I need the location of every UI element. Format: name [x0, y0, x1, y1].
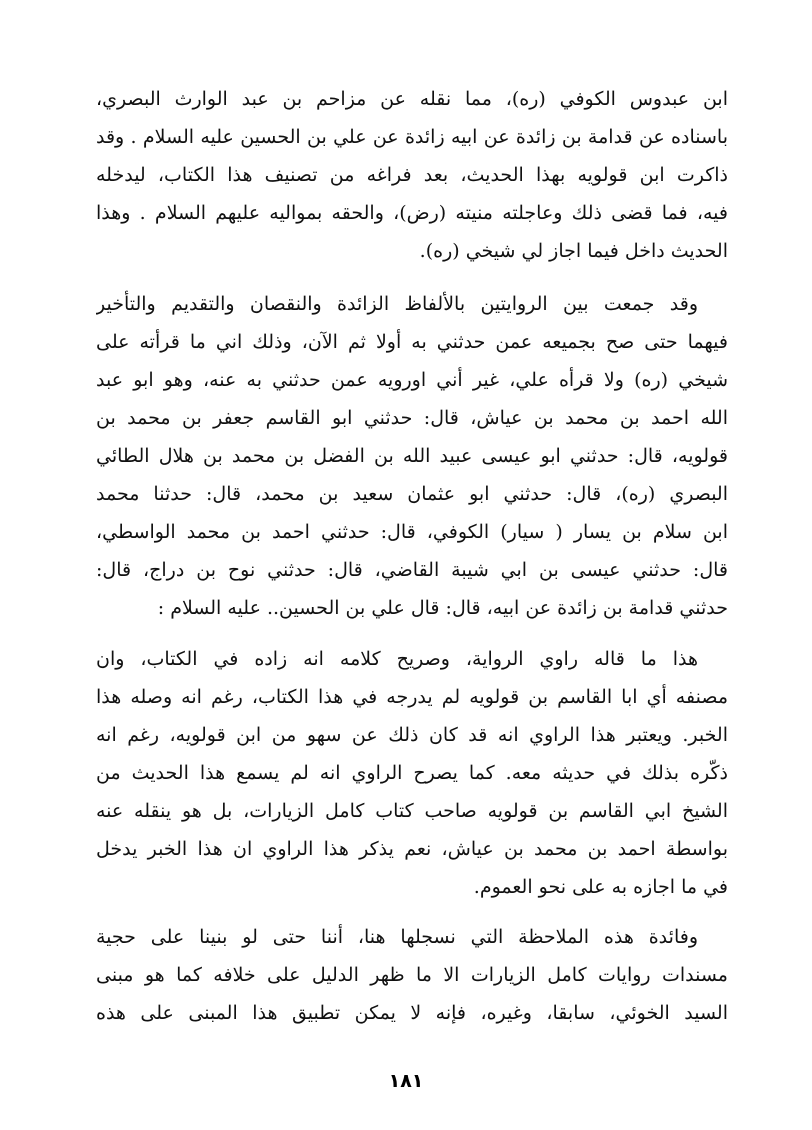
paragraph-line: وقد جمعت بين الروايتين بالألفاظ الزائدة والنقصان والتقديم والتأخير [96, 293, 698, 315]
paragraph-1 [96, 80, 728, 270]
paragraph-4 [96, 918, 728, 1032]
paragraph-line: السيد الخوئي، سابقا، وغيره، فإنه لا يمكن تطبيق هذا المبنى على هذه [96, 1002, 728, 1024]
paragraph-line: مسندات روايات كامل الزيارات الا ما ظهر الدليل على خلافه كما هو مبنى [96, 964, 728, 986]
paragraph-line: باسناده عن قدامة بن زائدة عن ابيه زائدة عن علي بن الحسين عليه السلام . وقد [96, 126, 728, 148]
paragraph-line: حدثني قدامة بن زائدة عن ابيه، قال: قال علي بن الحسين.. عليه السلام : [157, 597, 728, 619]
paragraph-line: الشيخ ابي القاسم بن قولويه صاحب كتاب كامل الزيارات، بل هو ينقله عنه [96, 800, 728, 822]
paragraph-line: ابن عبدوس الكوفي (ره)، مما نقله عن مزاحم بن عبد الوارث البصري، [96, 88, 728, 110]
paragraph-2 [96, 285, 728, 627]
paragraph-line: قولويه، قال: حدثني ابو عيسى عبيد الله بن الفضل بن محمد بن هلال الطائي [96, 445, 728, 467]
paragraph-line: البصري (ره)، قال: حدثني ابو عثمان سعيد بن محمد، قال: حدثنا محمد [96, 483, 728, 505]
paragraph-line: ابن سلام بن يسار ( سيار) الكوفي، قال: حدثني احمد بن محمد الواسطي، [96, 521, 728, 543]
paragraph-line: ذاكرت ابن قولويه بهذا الحديث، بعد فراغه من تصنيف هذا الكتاب، ليدخله [96, 164, 728, 186]
paragraph-line: شيخي (ره) ولا قرأه علي، غير أني اورويه عمن حدثني به عنه، وهو ابو عبد [96, 369, 728, 391]
paragraph-line: الخبر. ويعتبر هذا الراوي انه قد كان ذلك عن سهو من ابن قولويه، رغم انه [96, 724, 728, 746]
paragraph-line: بواسطة احمد بن محمد بن عياش، نعم يذكر هذا الراوي ان هذا الخبر يدخل [96, 838, 728, 860]
paragraph-line: فيهما حتى صح بجميعه عمن حدثني به أولا ثم الآن، وذلك اني ما قرأته على [96, 331, 728, 353]
paragraph-line: الله احمد بن محمد بن عياش، قال: حدثني ابو القاسم جعفر بن محمد بن [96, 407, 728, 429]
paragraph-line: الحديث داخل فيما اجاز لي شيخي (ره). [419, 240, 728, 262]
paragraph-line: هذا ما قاله راوي الرواية، وصريح كلامه انه زاده في الكتاب، وان [96, 648, 698, 670]
paragraph-line: قال: حدثني عيسى بن ابي شيبة القاضي، قال: حدثني نوح بن دراج، قال: [96, 559, 728, 581]
page-number: ١٨١ [388, 1070, 424, 1092]
paragraph-line: في ما اجازه به على نحو العموم. [473, 876, 728, 898]
paragraph-line: مصنفه أي ابا القاسم بن قولويه لم يدرجه في هذا الكتاب، رغم انه وصله هذا [96, 686, 728, 708]
paragraph-3 [96, 640, 728, 906]
paragraph-line: ذكّره بذلك في حديثه معه. كما يصرح الراوي انه لم يسمع هذا الحديث من [96, 762, 728, 784]
paragraph-line: وفائدة هذه الملاحظة التي نسجلها هنا، أننا حتى لو بنينا على حجية [96, 926, 698, 948]
paragraph-line: فيه، فما قضى ذلك وعاجلته منيته (رض)، والحقه بمواليه عليهم السلام . وهذا [96, 202, 728, 224]
